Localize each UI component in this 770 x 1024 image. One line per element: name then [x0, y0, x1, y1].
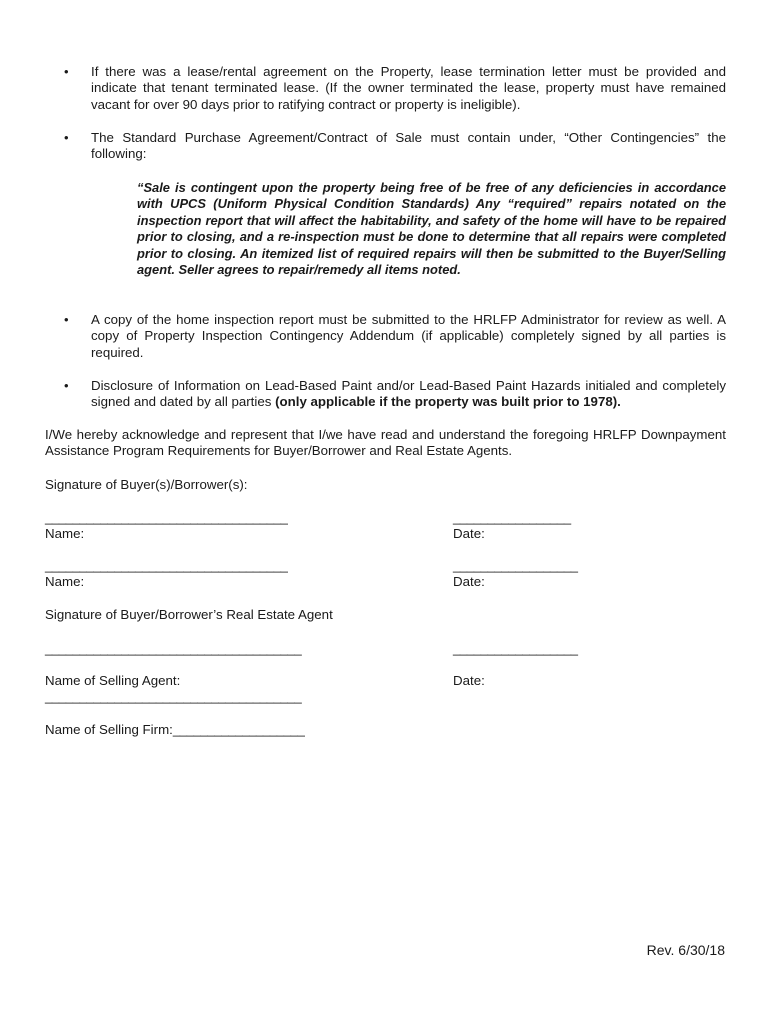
bullet-text: If there was a lease/rental agreement on the Property, lease termination letter must be provided and indicate that tenant terminated lease. (If the owner terminated the lease, property must have remained vacant for over 90 days prior to ratifying contract or property is ineligible).: [91, 64, 726, 112]
buyer-1-name-label: Name:: [45, 526, 85, 541]
bullet-icon: •: [64, 130, 69, 145]
selling-agent-label: Name of Selling Agent:: [45, 673, 181, 688]
lead-paint-condition: (only applicable if the property was built prior to 1978).: [275, 394, 621, 410]
agent-date-label: Date:: [453, 673, 485, 688]
bullet-icon: •: [64, 64, 69, 79]
buyer-2-date-line[interactable]: __________________: [453, 558, 578, 573]
selling-agent-line[interactable]: _____________________________________: [45, 689, 302, 704]
bullet-text: A copy of the home inspection report must be submitted to the HRLFP Administrator for review as well. A copy of Property Inspection Contingency Addendum (if applicable) completely signed by all parties is required.: [91, 312, 726, 360]
agent-date-line[interactable]: __________________: [453, 641, 578, 656]
buyer-2-date-label: Date:: [453, 574, 485, 589]
agent-signature-line[interactable]: _____________________________________: [45, 641, 302, 656]
buyer-1-signature-line[interactable]: ___________________________________: [45, 510, 288, 525]
lead-paint-text: Disclosure of Information on Lead-Based Paint and/or Lead-Based Paint Hazards initialed and completely signed and dated by all parties: [91, 378, 726, 410]
buyer-1-date-line[interactable]: _________________: [453, 510, 571, 525]
acknowledgement-paragraph: I/We hereby acknowledge and represent that I/we have read and understand the foregoing HRLFP Downpayment Assistance Program Requirements for Buyer/Borrower and Real Estate Agents.: [45, 427, 726, 459]
bullet-lease-termination: [64, 64, 726, 113]
bullet-purchase-agreement: [64, 130, 726, 163]
bullet-lead-paint: [64, 378, 726, 411]
buyer-1-date-label: Date:: [453, 526, 485, 541]
revision-date: Rev. 6/30/18: [646, 942, 725, 958]
selling-firm-line[interactable]: ___________________: [172, 722, 305, 737]
bullet-inspection-report: [64, 312, 726, 361]
bullet-icon: •: [64, 378, 69, 393]
buyers-signature-heading: Signature of Buyer(s)/Borrower(s):: [45, 477, 248, 492]
bullet-text: The Standard Purchase Agreement/Contract of Sale must contain under, “Other Contingencies” the following:: [91, 130, 726, 162]
selling-firm-row: [45, 722, 305, 738]
buyer-2-name-label: Name:: [45, 574, 85, 589]
selling-firm-label: Name of Selling Firm:: [45, 722, 173, 737]
bullet-text: [91, 378, 726, 411]
bullet-icon: •: [64, 312, 69, 327]
buyer-2-signature-line[interactable]: ___________________________________: [45, 558, 288, 573]
agent-signature-heading: Signature of Buyer/Borrower’s Real Estate Agent: [45, 607, 333, 622]
contingency-quote: “Sale is contingent upon the property being free of be free of any deficiencies in accordance with UPCS (Uniform Physical Condition Standards) Any “required” repairs notated on the inspection report that will affect the habitability, and safety of the home will have to be repaired prior to closing, and a re-inspection must be done to determine that all repairs were completed prior to closing. An itemized list of required repairs will then be submitted to the Buyer/Selling agent. Seller agrees to repair/remedy all items noted.: [137, 180, 726, 278]
